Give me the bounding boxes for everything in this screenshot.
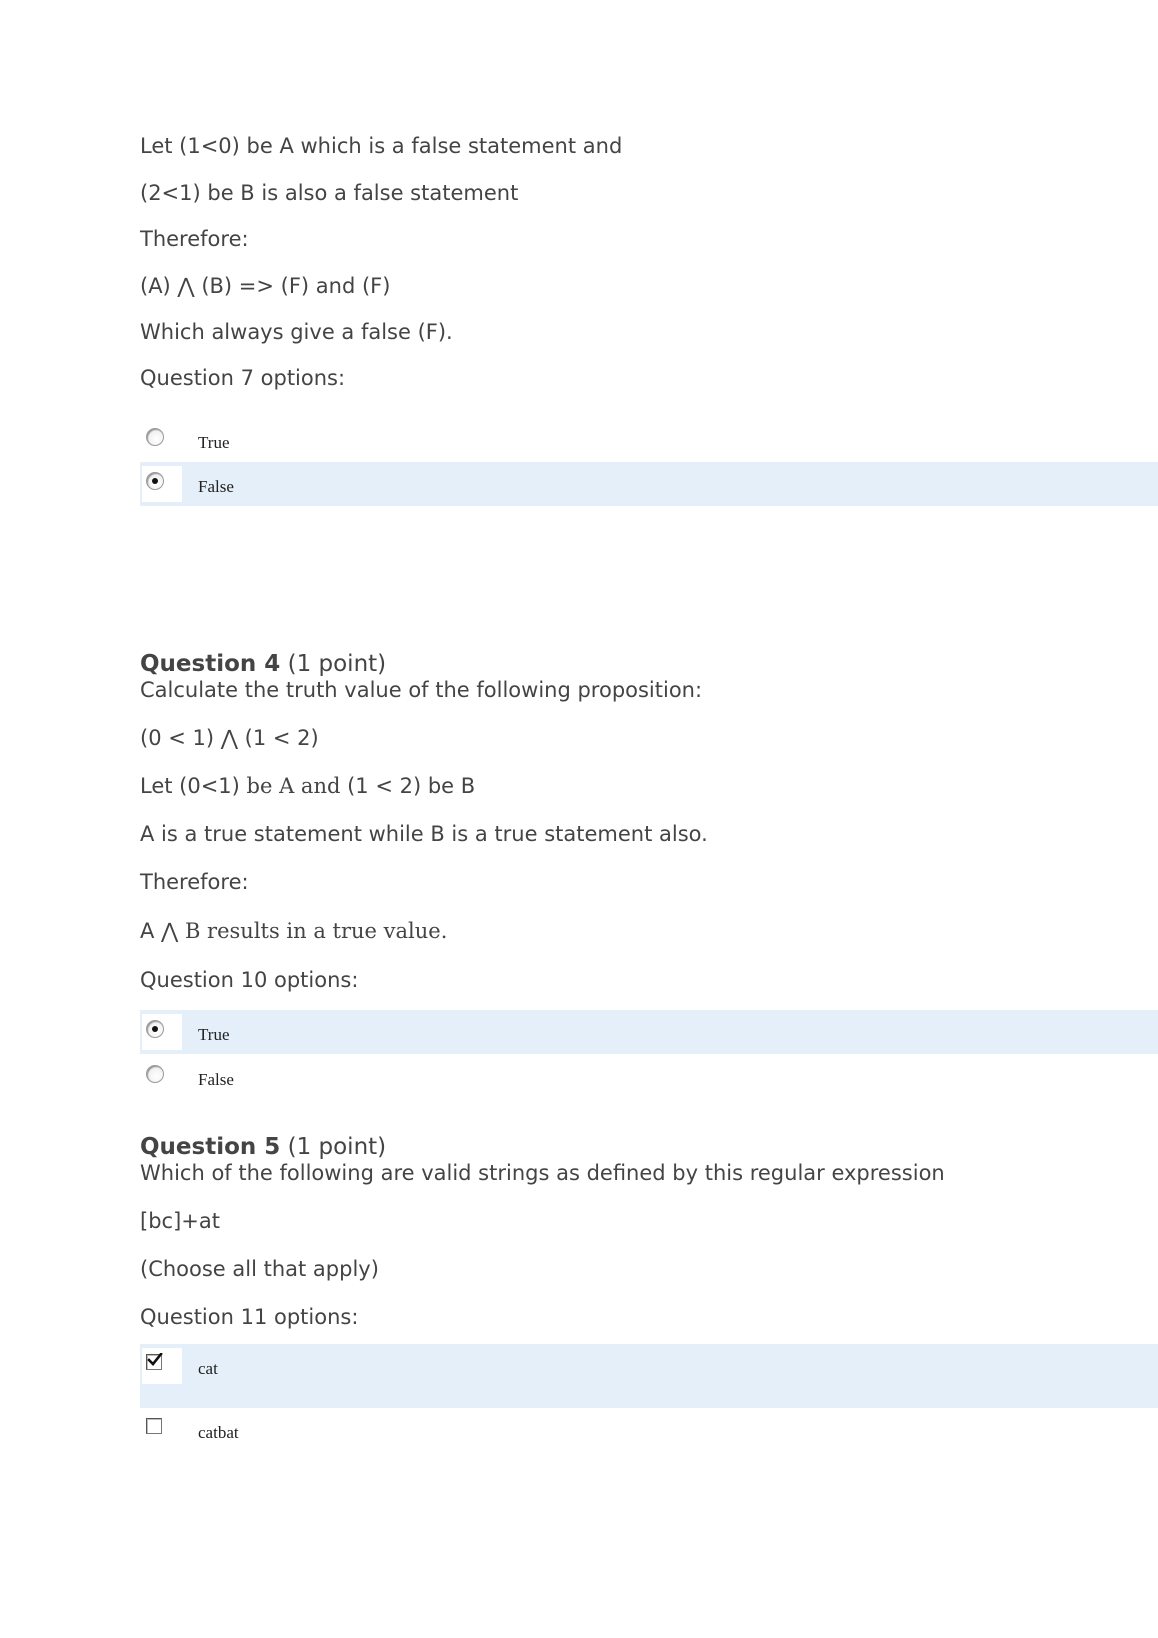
result-line [140, 917, 447, 945]
text-line: Which always give a false (F). [140, 320, 453, 344]
radio-dot-icon [152, 478, 158, 484]
let-statement [140, 772, 475, 800]
radio-button[interactable] [146, 428, 164, 446]
proposition: (0 < 1) ⋀ (1 < 2) [140, 726, 319, 750]
regex: [bc]+at [140, 1209, 220, 1233]
option-label: catbat [198, 1423, 239, 1442]
text-line: (2<1) be B is also a false statement [140, 181, 519, 205]
option-label: False [198, 477, 234, 496]
option-row[interactable] [140, 418, 1158, 462]
radio-button[interactable] [146, 1065, 164, 1083]
question-title [140, 650, 386, 678]
text-line: Let (1<0) be A which is a false statement and [140, 134, 623, 158]
question-number: Question 5 [140, 1134, 281, 1160]
question-points: (1 point) [287, 1134, 387, 1160]
options-label: Question 11 options: [140, 1305, 359, 1329]
question-prompt: Which of the following are valid strings as defined by this regular expression [140, 1161, 945, 1185]
question-points: (1 point) [287, 651, 387, 677]
text-line: Therefore: [140, 870, 249, 894]
option-row-selected[interactable] [140, 462, 1158, 506]
text-line: (A) ⋀ (B) => (F) and (F) [140, 274, 391, 298]
options-label: Question 10 options: [140, 968, 359, 992]
checkmark-icon [147, 1353, 163, 1369]
checkbox-wrapper [142, 1412, 182, 1448]
radio-wrapper [142, 466, 182, 502]
question-number: Question 4 [140, 651, 281, 677]
checkbox-wrapper [142, 1348, 182, 1384]
let-middle: be A and [239, 774, 348, 798]
option-label: True [198, 1025, 230, 1044]
result-prefix: A ⋀ [140, 919, 185, 943]
question-title [140, 1133, 386, 1161]
option-row-checked[interactable] [140, 1344, 1158, 1408]
options-label: Question 7 options: [140, 366, 346, 390]
radio-dot-icon [152, 1026, 158, 1032]
option-label: True [198, 433, 230, 452]
option-row[interactable] [140, 1055, 1158, 1099]
checkbox-checked[interactable] [146, 1354, 162, 1370]
instruction: (Choose all that apply) [140, 1257, 379, 1281]
option-row[interactable] [140, 1408, 1158, 1452]
result-suffix: B results in a true value. [184, 919, 448, 943]
option-label: cat [198, 1359, 218, 1378]
text-line: A is a true statement while B is a true statement also. [140, 822, 708, 846]
radio-button-selected[interactable] [146, 472, 164, 490]
radio-wrapper [142, 422, 182, 458]
option-row-selected[interactable] [140, 1010, 1158, 1054]
radio-wrapper [142, 1014, 182, 1050]
radio-button-selected[interactable] [146, 1020, 164, 1038]
let-prefix: Let (0<1) [140, 774, 240, 798]
let-suffix: (1 < 2) be B [347, 774, 476, 798]
question-prompt: Calculate the truth value of the following proposition: [140, 678, 703, 702]
checkbox[interactable] [146, 1418, 162, 1434]
radio-wrapper [142, 1059, 182, 1095]
option-label: False [198, 1070, 234, 1089]
text-line: Therefore: [140, 227, 249, 251]
